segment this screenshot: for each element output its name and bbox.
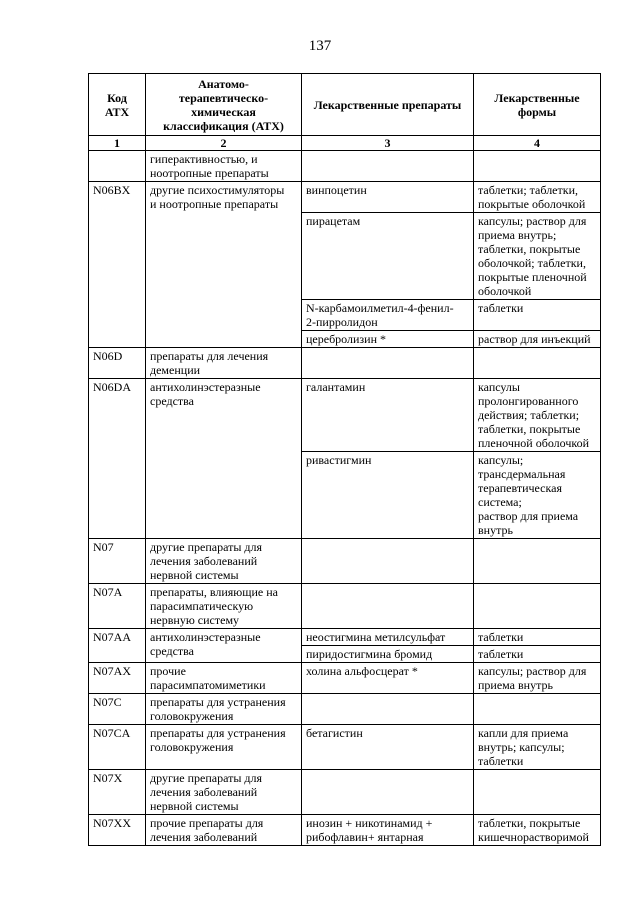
drug-name-cell: ривастигмин — [302, 452, 474, 539]
drug-name-cell: инозин + никотинамид + рибофлавин+ янтарная — [302, 815, 474, 846]
atx-table — [88, 73, 601, 846]
atx-classification-cell: прочие парасимпатомиметики — [146, 663, 302, 694]
drug-name-cell: пирацетам — [302, 213, 474, 300]
drug-name-cell: N-карбамоилметил-4-фенил- 2-пирролидон — [302, 300, 474, 331]
atx-classification-cell: гиперактивностью, и ноотропные препараты — [146, 151, 302, 182]
atx-classification-cell: другие препараты для лечения заболеваний нервной системы — [146, 770, 302, 815]
drug-name-cell — [302, 694, 474, 725]
atx-classification-cell: препараты для лечения деменции — [146, 348, 302, 379]
atx-classification-cell: антихолинэстеразные средства — [146, 629, 302, 663]
dosage-form-cell: раствор для инъекций — [474, 331, 601, 348]
dosage-form-cell — [474, 770, 601, 815]
column-number: 3 — [302, 136, 474, 151]
dosage-form-cell: капсулы; раствор для приема внутрь — [474, 663, 601, 694]
dosage-form-cell — [474, 348, 601, 379]
atx-code-cell: N07C — [89, 694, 146, 725]
dosage-form-cell — [474, 539, 601, 584]
drug-name-cell — [302, 539, 474, 584]
table-body — [89, 151, 601, 846]
atx-code-cell: N07X — [89, 770, 146, 815]
drug-name-cell — [302, 584, 474, 629]
dosage-form-cell: таблетки — [474, 300, 601, 331]
header-atx-code: Код АТХ — [89, 74, 146, 136]
table-row — [89, 348, 601, 379]
table-row — [89, 151, 601, 182]
drug-name-cell — [302, 770, 474, 815]
drug-name-cell: винпоцетин — [302, 182, 474, 213]
drug-name-cell — [302, 151, 474, 182]
atx-classification-cell: препараты для устранения головокружения — [146, 694, 302, 725]
atx-classification-cell: препараты для устранения головокружения — [146, 725, 302, 770]
dosage-form-cell: капсулы; трансдермальная терапевтическая система; раствор для приема внутрь — [474, 452, 601, 539]
table-row — [89, 815, 601, 846]
table-row — [89, 539, 601, 584]
atx-code-cell: N07A — [89, 584, 146, 629]
atx-code-cell: N06BX — [89, 182, 146, 348]
dosage-form-cell: таблетки — [474, 646, 601, 663]
atx-classification-cell: другие препараты для лечения заболеваний нервной системы — [146, 539, 302, 584]
header-drugs: Лекарственные препараты — [302, 74, 474, 136]
drug-name-cell: неостигмина метилсульфат — [302, 629, 474, 646]
atx-code-cell: N07AA — [89, 629, 146, 663]
atx-code-cell: N07 — [89, 539, 146, 584]
dosage-form-cell — [474, 694, 601, 725]
dosage-form-cell — [474, 151, 601, 182]
column-number: 2 — [146, 136, 302, 151]
atx-code-cell: N07XX — [89, 815, 146, 846]
table-row — [89, 182, 601, 213]
table-row — [89, 584, 601, 629]
header-dosage-forms: Лекарственные формы — [474, 74, 601, 136]
atx-code-cell: N06DA — [89, 379, 146, 539]
atx-code-cell: N07AX — [89, 663, 146, 694]
atx-classification-cell: антихолинэстеразные средства — [146, 379, 302, 539]
dosage-form-cell: таблетки, покрытые кишечнорастворимой — [474, 815, 601, 846]
atx-code-cell — [89, 151, 146, 182]
atx-classification-cell: прочие препараты для лечения заболеваний — [146, 815, 302, 846]
table-row — [89, 629, 601, 646]
dosage-form-cell — [474, 584, 601, 629]
column-number: 1 — [89, 136, 146, 151]
header-atx-classification: Анатомо- терапевтическо- химическая классификация (АТХ) — [146, 74, 302, 136]
dosage-form-cell: капсулы пролонгированного действия; таблетки; таблетки, покрытые пленочной оболочкой — [474, 379, 601, 452]
drug-name-cell: пиридостигмина бромид — [302, 646, 474, 663]
dosage-form-cell: капсулы; раствор для приема внутрь; таблетки, покрытые оболочкой; таблетки, покрытые пленочной оболочкой — [474, 213, 601, 300]
table-row — [89, 663, 601, 694]
table-row — [89, 725, 601, 770]
atx-classification-cell: препараты, влияющие на парасимпатическую нервную систему — [146, 584, 302, 629]
dosage-form-cell: таблетки — [474, 629, 601, 646]
drug-name-cell: галантамин — [302, 379, 474, 452]
atx-classification-cell: другие психостимуляторы и ноотропные препараты — [146, 182, 302, 348]
dosage-form-cell: таблетки; таблетки, покрытые оболочкой — [474, 182, 601, 213]
table-row — [89, 770, 601, 815]
table-row — [89, 379, 601, 452]
atx-code-cell: N06D — [89, 348, 146, 379]
drug-name-cell: бетагистин — [302, 725, 474, 770]
column-number-row — [89, 136, 601, 151]
drug-name-cell — [302, 348, 474, 379]
atx-code-cell: N07CA — [89, 725, 146, 770]
page-number: 137 — [308, 38, 332, 54]
table-row — [89, 694, 601, 725]
drug-name-cell: холина альфосцерат * — [302, 663, 474, 694]
column-number: 4 — [474, 136, 601, 151]
header-row — [89, 74, 601, 136]
dosage-form-cell: капли для приема внутрь; капсулы; таблетки — [474, 725, 601, 770]
drug-name-cell: церебролизин * — [302, 331, 474, 348]
